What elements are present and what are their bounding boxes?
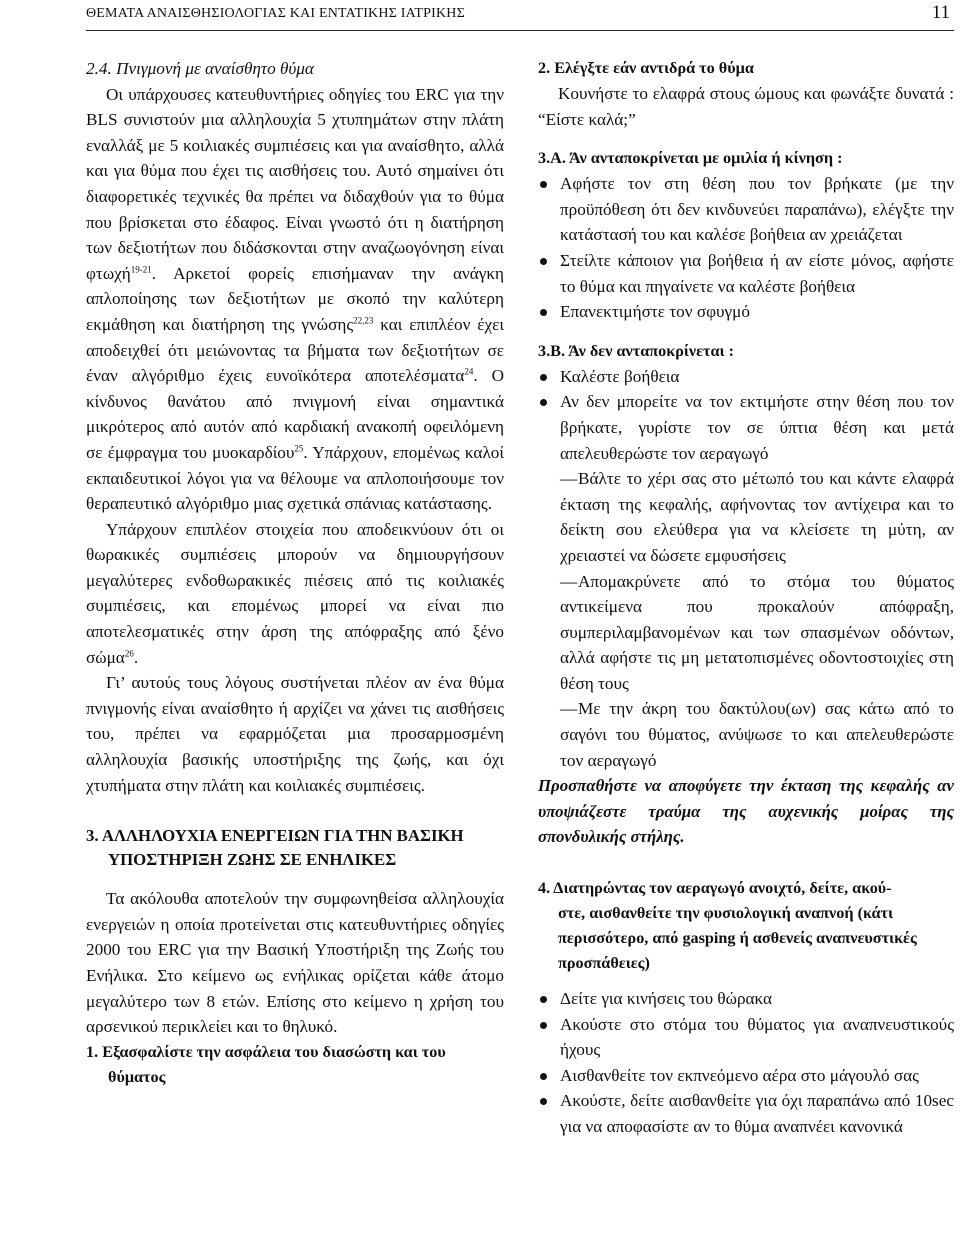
list-item-text: Επανεκτιμήστε τον σφυγμό <box>560 302 750 322</box>
bullet-icon <box>540 996 547 1003</box>
bullet-icon <box>540 374 547 381</box>
section-3-title-line-2: ΥΠΟΣΤΗΡΙΞΗ ΖΩΗΣ ΣΕ ΕΝΗΛΙΚΕΣ <box>108 850 397 870</box>
step-1-heading <box>86 1040 504 1090</box>
citation-25: 25 <box>294 443 304 454</box>
section-2-4-heading: 2.4. Πνιγμονή με αναίσθητο θύμα <box>86 59 314 78</box>
bullet-icon <box>540 258 547 265</box>
dash-item-text: Με την άκρη του δακτύλου(ων) σας κάτω από το σαγόνι του θύματος, ανύψωσε το και απελευθερώστε τον αεραγωγό <box>560 699 954 770</box>
list-item-text: Αν δεν μπορείτε να τον εκτιμήστε στην θέση που τον βρήκατε, γυρίστε τον σε ύπτια θέση και μετά απελευθερώστε τον αεραγωγό <box>560 392 954 463</box>
spacer <box>538 976 954 986</box>
text-run: . Αρκετοί φορείς επισήμαναν την ανάγκη απλοποίησης των δεξιοτήτων με σκοπό την καλύτερη εκμάθηση και διατήρηση της γνώσης <box>86 263 504 334</box>
airway-step-head-tilt <box>538 466 954 568</box>
step-4-line-1: 4. Διατηρώντας τον αεραγωγό ανοιχτό, δείτε, ακού- <box>538 879 892 898</box>
list-item <box>538 299 954 325</box>
page-header <box>86 0 954 31</box>
step-2-heading: 2. Ελέγξτε εάν αντιδρά το θύμα <box>538 59 754 77</box>
list-item-text: Ακούστε, δείτε αισθανθείτε για όχι παραπάνω από 10sec για να αποφασίστε αν το θύμα αναπνέει κανονικά <box>560 1091 954 1136</box>
dash-icon: — <box>560 571 578 591</box>
text-run: Οι υπάρχουσες κατευθυντήριες οδηγίες του ERC για την BLS συνιστούν μια αλληλουχία 5 χτυπημάτων στην πλάτη εναλλάξ με 5 κοιλιακές συμπιέσεις και για αναίσθητο, αλλά και για θύμα που έχει τις αισθήσεις του. Αυτό σημαίνει ότι διαφορετικές τεχνικές θα πρέπει να διδαχθούν για το θύμα που βρίσκεται στο έδαφος. Είναι γνωστό ότι η διατήρηση των δεξιοτήτων που διδάσκονται στην αναζωογόνηση είναι φτωχή <box>86 84 504 283</box>
dash-item-text: Βάλτε το χέρι σας στο μέτωπό του και κάντε ελαφρά έκταση της κεφαλής, αφήνοντας τον αντίχειρα και το δείκτη σου ελεύθερα για να κλείσετε τη μύτη, αν χρειαστεί να δώσετε εμφυσήσεις <box>560 469 954 565</box>
list-item <box>538 1088 954 1139</box>
dash-icon: — <box>560 699 578 719</box>
step-3a-heading: 3.Α. Άν ανταποκρίνεται με ομιλία ή κίνηση : <box>538 149 843 168</box>
bullet-icon <box>540 309 547 316</box>
list-item-text: Καλέστε βοήθεια <box>560 366 680 386</box>
step-4-heading <box>538 876 954 976</box>
list-item-text: Αισθανθείτε τον εκπνεόμενο αέρα στο μάγουλό σας <box>560 1065 919 1085</box>
list-item-text: Στείλτε κάποιον για βοήθεια ή αν είστε μόνος, αφήστε το θύμα και πηγαίνετε να καλέστε βοήθεια <box>560 250 954 296</box>
page-number: 11 <box>931 2 950 23</box>
left-column <box>86 56 504 1090</box>
section-3-title-line-1: ΑΛΛΗΛΟΥΧΙΑ ΕΝΕΡΓΕΙΩΝ ΓΙΑ ΤΗΝ ΒΑΣΙΚΗ <box>101 826 464 846</box>
text-run: και επιπλέον έχει αποδειχθεί ότι μειώνοντας τα βήματα των δεξιοτήτων σε έναν αλγόριθμο έχεις ευνοϊκότερα αποτελέσματα <box>86 314 504 386</box>
step-3a-list <box>538 171 954 325</box>
paragraph-recommendation: Γι’ αυτούς τους λόγους συστήνεται πλέον αν ένα θύμα πνιγμονής είναι αναίσθητο ή αρχίζει να χάνει τις αισθήσεις του, πρέπει να εφαρμόζεται μια προσαρμοσμένη αλληλουχία βασικής υποστήριξης της ζωής, και όχι χτυπήματα στην πλάτη και κοιλιακές συμπιέσεις. <box>86 673 504 795</box>
airway-step-chin-lift <box>538 696 954 773</box>
list-item <box>538 171 954 248</box>
list-item <box>538 1012 954 1063</box>
spacer <box>538 325 954 339</box>
text-run: . <box>133 647 139 667</box>
bullet-icon <box>540 1073 547 1080</box>
section-3-number: 3. <box>86 826 102 846</box>
bullet-icon <box>540 399 547 406</box>
list-item <box>538 986 954 1012</box>
step-3b-heading: 3.Β. Άν δεν ανταποκρίνεται : <box>538 341 734 360</box>
text-run: . Υπάρχουν, επομένως καλοί εκπαιδευτικοί λόγοι για να θέλουμε να απλοποιήσουμε τον θεραπευτικό αλγόριθμο μιας σχετικά σπάνιας κατάστασης. <box>86 442 504 514</box>
step-4-list <box>538 986 954 1140</box>
list-item-text: Δείτε για κινήσεις του θώρακα <box>560 989 773 1009</box>
step-1-line-1: 1. Εξασφαλίστε την ασφάλεια του διασώστη και του <box>86 1042 446 1061</box>
paragraph-chest-compressions <box>86 517 504 671</box>
bullet-icon <box>540 1022 547 1029</box>
airway-step-remove-obstruction <box>538 569 954 697</box>
list-item <box>538 1063 954 1089</box>
citation-26: 26 <box>124 647 134 658</box>
paragraph-sequence-intro: Τα ακόλουθα αποτελούν την συμφωνηθείσα αλληλουχία ενεργειών η οποία προτείνεται στις κατευθυντήριες οδηγίες 2000 του ERC για την Βασική Υποστήριξη της Ζωής του Ενήλικα. Στο κείμενο ως ενήλικας ορίζεται κάθε άτομο μεγαλύτερο των 8 ετών. Επίσης στο κείμενο η χρήση του αρσενικού περικλείει και το θηλυκό. <box>86 889 504 1037</box>
spinal-caution-note: Προσπαθήστε να αποφύγετε την έκταση της κεφαλής αν υποψιάζεστε τραύμα της αυχενικής μοίρας της σπονδυλικής στήλης. <box>538 776 954 847</box>
citation-19-21: 19-21 <box>130 264 152 275</box>
step-4-line-2: στε, αισθανθείτε την φυσιολογική αναπνοή (κάτι περισσότερο, από gasping ή ασθενείς αναπνευστικές προσπάθειες) <box>558 904 917 973</box>
bullet-icon <box>540 181 547 188</box>
spacer <box>86 798 504 824</box>
citation-24: 24 <box>464 366 474 377</box>
text-run: . Ο κίνδυνος θανάτου από πνιγμονή είναι σημαντικά μικρότερος από αυτόν από καρδιακή ανακοπή οφειλόμενη σε έμφραγμα του μυοκαρδίου <box>86 366 504 462</box>
citation-22-23: 22,23 <box>353 315 374 326</box>
list-item <box>538 364 954 390</box>
step-2-text: Κουνήστε το ελαφρά στους ώμους και φωνάξτε δυνατά : “Είστε καλά;” <box>538 84 954 129</box>
paragraph-ers-guidelines <box>86 82 504 517</box>
list-item <box>538 389 954 466</box>
section-3-heading <box>86 824 504 872</box>
spacer <box>538 850 954 876</box>
step-1-line-2: θύματος <box>108 1067 166 1086</box>
spacer <box>86 872 504 886</box>
running-title: ΘΕΜΑΤΑ ΑΝΑΙΣΘΗΣΙΟΛΟΓΙΑΣ ΚΑΙ ΕΝΤΑΤΙΚΗΣ ΙΑΤΡΙΚΗΣ <box>86 6 465 21</box>
list-item-text: Ακούστε στο στόμα του θύματος για αναπνευστικούς ήχους <box>560 1014 954 1060</box>
dash-item-text: Απομακρύνετε από το στόμα του θύματος αντικείμενα που προκαλούν απόφραξη, συμπεριλαμβανομένων και των σπασμένων οδόντων, αλλά αφήστε τις μη μετατοπισμένες οδοντοστοιχίες στη θέση τους <box>560 571 954 693</box>
spacer <box>538 132 954 146</box>
dash-icon: — <box>560 469 578 489</box>
list-item-text: Αφήστε τον στη θέση που τον βρήκατε (με την προϋπόθεση ότι δεν κινδυνεύει παραπάνω), ελέγξτε την κατάστασή του και καλέσε βοήθεια αν χρειάζεται <box>560 174 954 245</box>
right-column <box>538 56 954 1140</box>
step-3b-list <box>538 364 954 466</box>
list-item <box>538 248 954 299</box>
text-run: Υπάρχουν επιπλέον στοιχεία που αποδεικνύουν ότι οι θωρακικές συμπιέσεις μπορούν να δημιουργήσουν μεγαλύτερες ενδοθωρακικές πιέσεις από τις κοιλιακές συμπιέσεις, και επομένως μπορεί να είναι πιο αποτελεσματικές στην άρση της απόφραξης από ξένο σώμα <box>86 519 504 667</box>
bullet-icon <box>540 1098 547 1105</box>
